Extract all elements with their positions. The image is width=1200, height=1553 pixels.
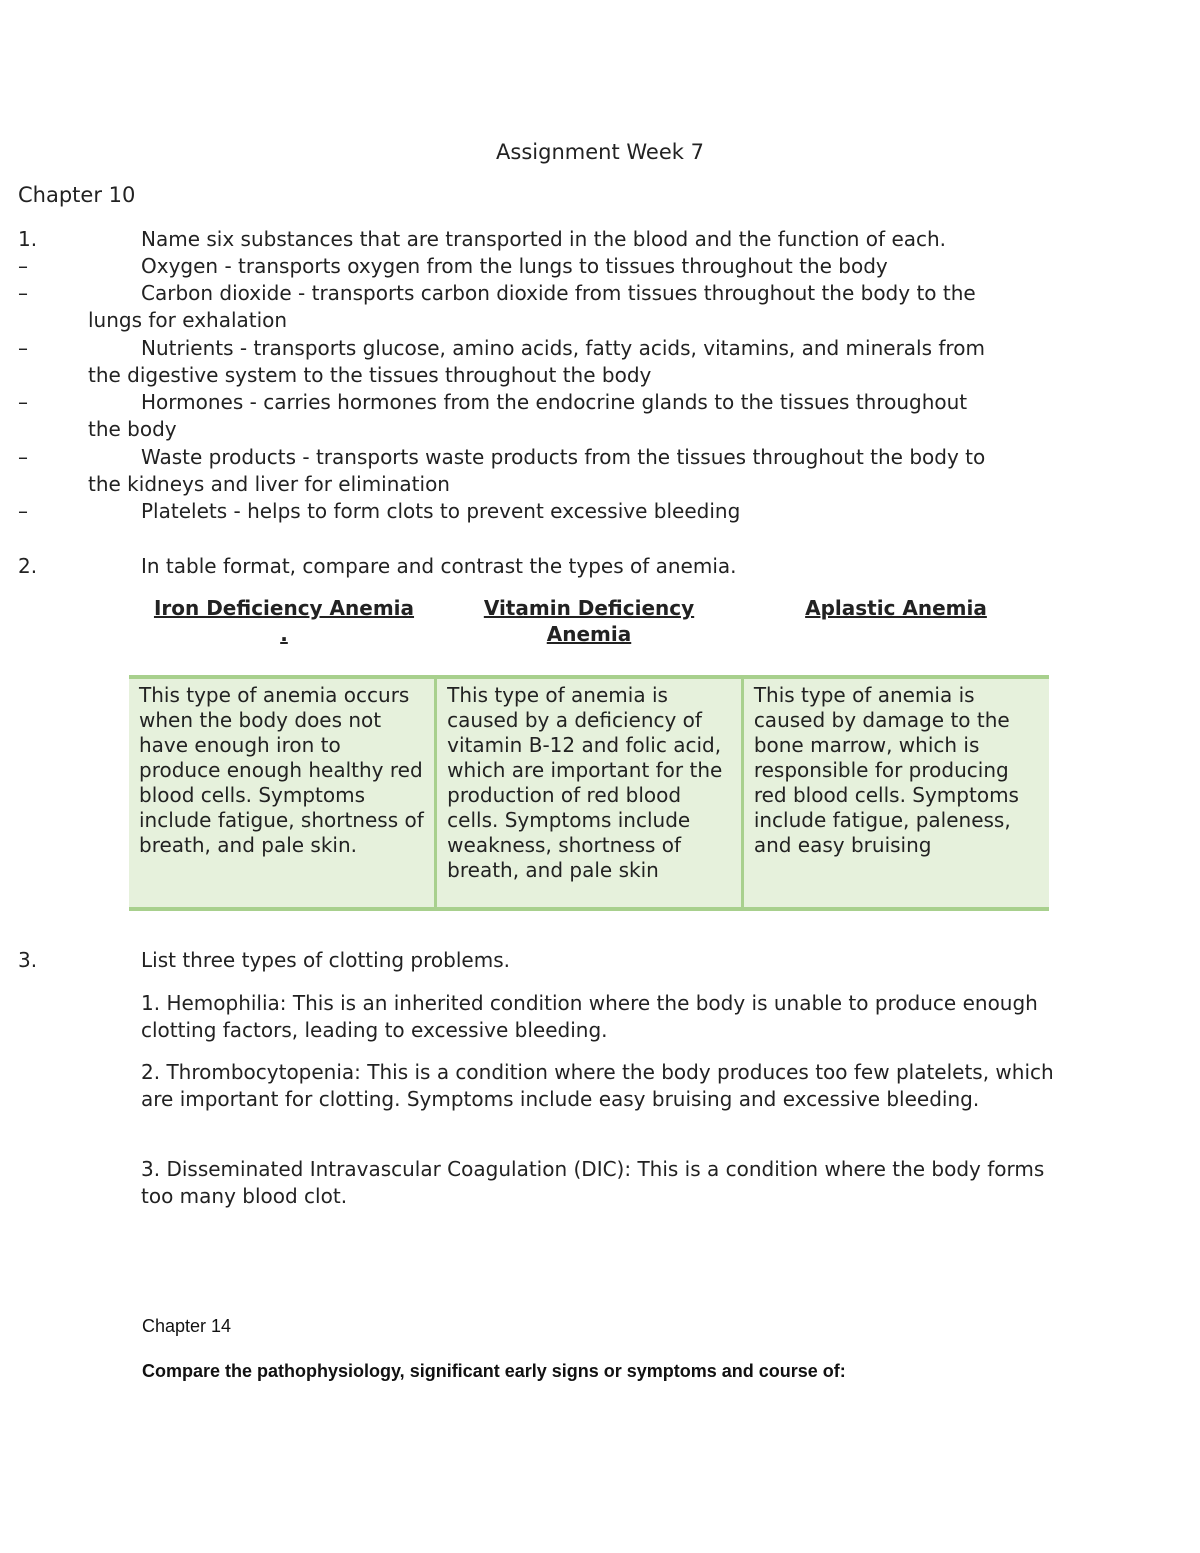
dash-bullet: – [18,281,28,305]
clotting-answer-3: 3. Disseminated Intravascular Coagulation (DIC): This is a condition where the body forms too many blood clot. [141,1157,1045,1208]
dash-bullet: – [18,499,28,523]
list-item [18,389,1068,443]
dash-bullet: – [18,254,28,278]
list-item-text-cont: the kidneys and liver for elimination [88,472,450,496]
question-3-text: List three types of clotting problems. [141,948,510,972]
question-1-text: Name six substances that are transported in the blood and the function of each. [141,227,947,251]
chapter-14-heading: Chapter 14 [142,1316,232,1336]
dash-bullet: – [18,336,28,360]
table-header-aplastic [743,595,1049,621]
list-item [18,280,1068,334]
list-item-text: Nutrients - transports glucose, amino acids, fatty acids, vitamins, and minerals from [141,336,985,360]
anemia-comparison-table [129,675,1049,911]
clotting-answer-2: 2. Thrombocytopenia: This is a condition where the body produces too few platelets, which are important for clotting. Symptoms include easy bruising and excessive bleeding. [141,1060,1054,1111]
question-3-number: 3. [18,948,38,972]
question-2-text: In table format, compare and contrast the types of anemia. [141,554,737,578]
table-cell-iron: This type of anemia occurs when the body does not have enough iron to produce enough healthy red blood cells. Symptoms include fatigue, shortness of breath, and pale skin. [129,677,436,909]
list-item [18,253,1068,280]
list-item-text-cont: the body [88,417,177,441]
list-item-text: Oxygen - transports oxygen from the lungs to tissues throughout the body [141,254,888,278]
list-item-text: Hormones - carries hormones from the endocrine glands to the tissues throughout [141,390,968,414]
clotting-answer-1: 1. Hemophilia: This is an inherited condition where the body is unable to produce enough clotting factors, leading to excessive bleeding. [141,991,1038,1042]
table-cell-vitamin: This type of anemia is caused by a deficiency of vitamin B-12 and folic acid, which are important for the production of red blood cells. Symptoms include weakness, shortness of breath, and pale skin [436,677,743,909]
list-item [18,498,1068,525]
chapter-10-heading: Chapter 10 [18,183,136,207]
table-header-dot: . [280,622,288,646]
question-2-number: 2. [18,554,38,578]
dash-bullet: – [18,445,28,469]
dash-bullet: – [18,390,28,414]
table-row [129,677,1049,909]
table-header-vitamin [439,595,739,647]
list-item-text: Waste products - transports waste products from the tissues throughout the body to [141,445,986,469]
compare-prompt: Compare the pathophysiology, significant early signs or symptoms and course of: [142,1361,846,1381]
table-header-label: Aplastic Anemia [805,596,987,620]
list-item [18,335,1068,389]
question-1-number: 1. [18,227,38,251]
table-header-label: Iron Deficiency Anemia [153,596,415,620]
list-item-text: Platelets - helps to form clots to prevent excessive bleeding [141,499,741,523]
list-item-text-cont: lungs for exhalation [88,308,288,332]
list-item-text: Carbon dioxide - transports carbon dioxide from tissues throughout the body to the [141,281,976,305]
document-title: Assignment Week 7 [496,140,704,164]
list-item [18,444,1068,498]
table-header-iron [129,595,439,647]
list-item-text-cont: the digestive system to the tissues throughout the body [88,363,652,387]
table-cell-aplastic: This type of anemia is caused by damage to the bone marrow, which is responsible for producing red blood cells. Symptoms include fatigue, paleness, and easy bruising [742,677,1049,909]
table-header-label: Vitamin Deficiency Anemia [483,596,695,646]
